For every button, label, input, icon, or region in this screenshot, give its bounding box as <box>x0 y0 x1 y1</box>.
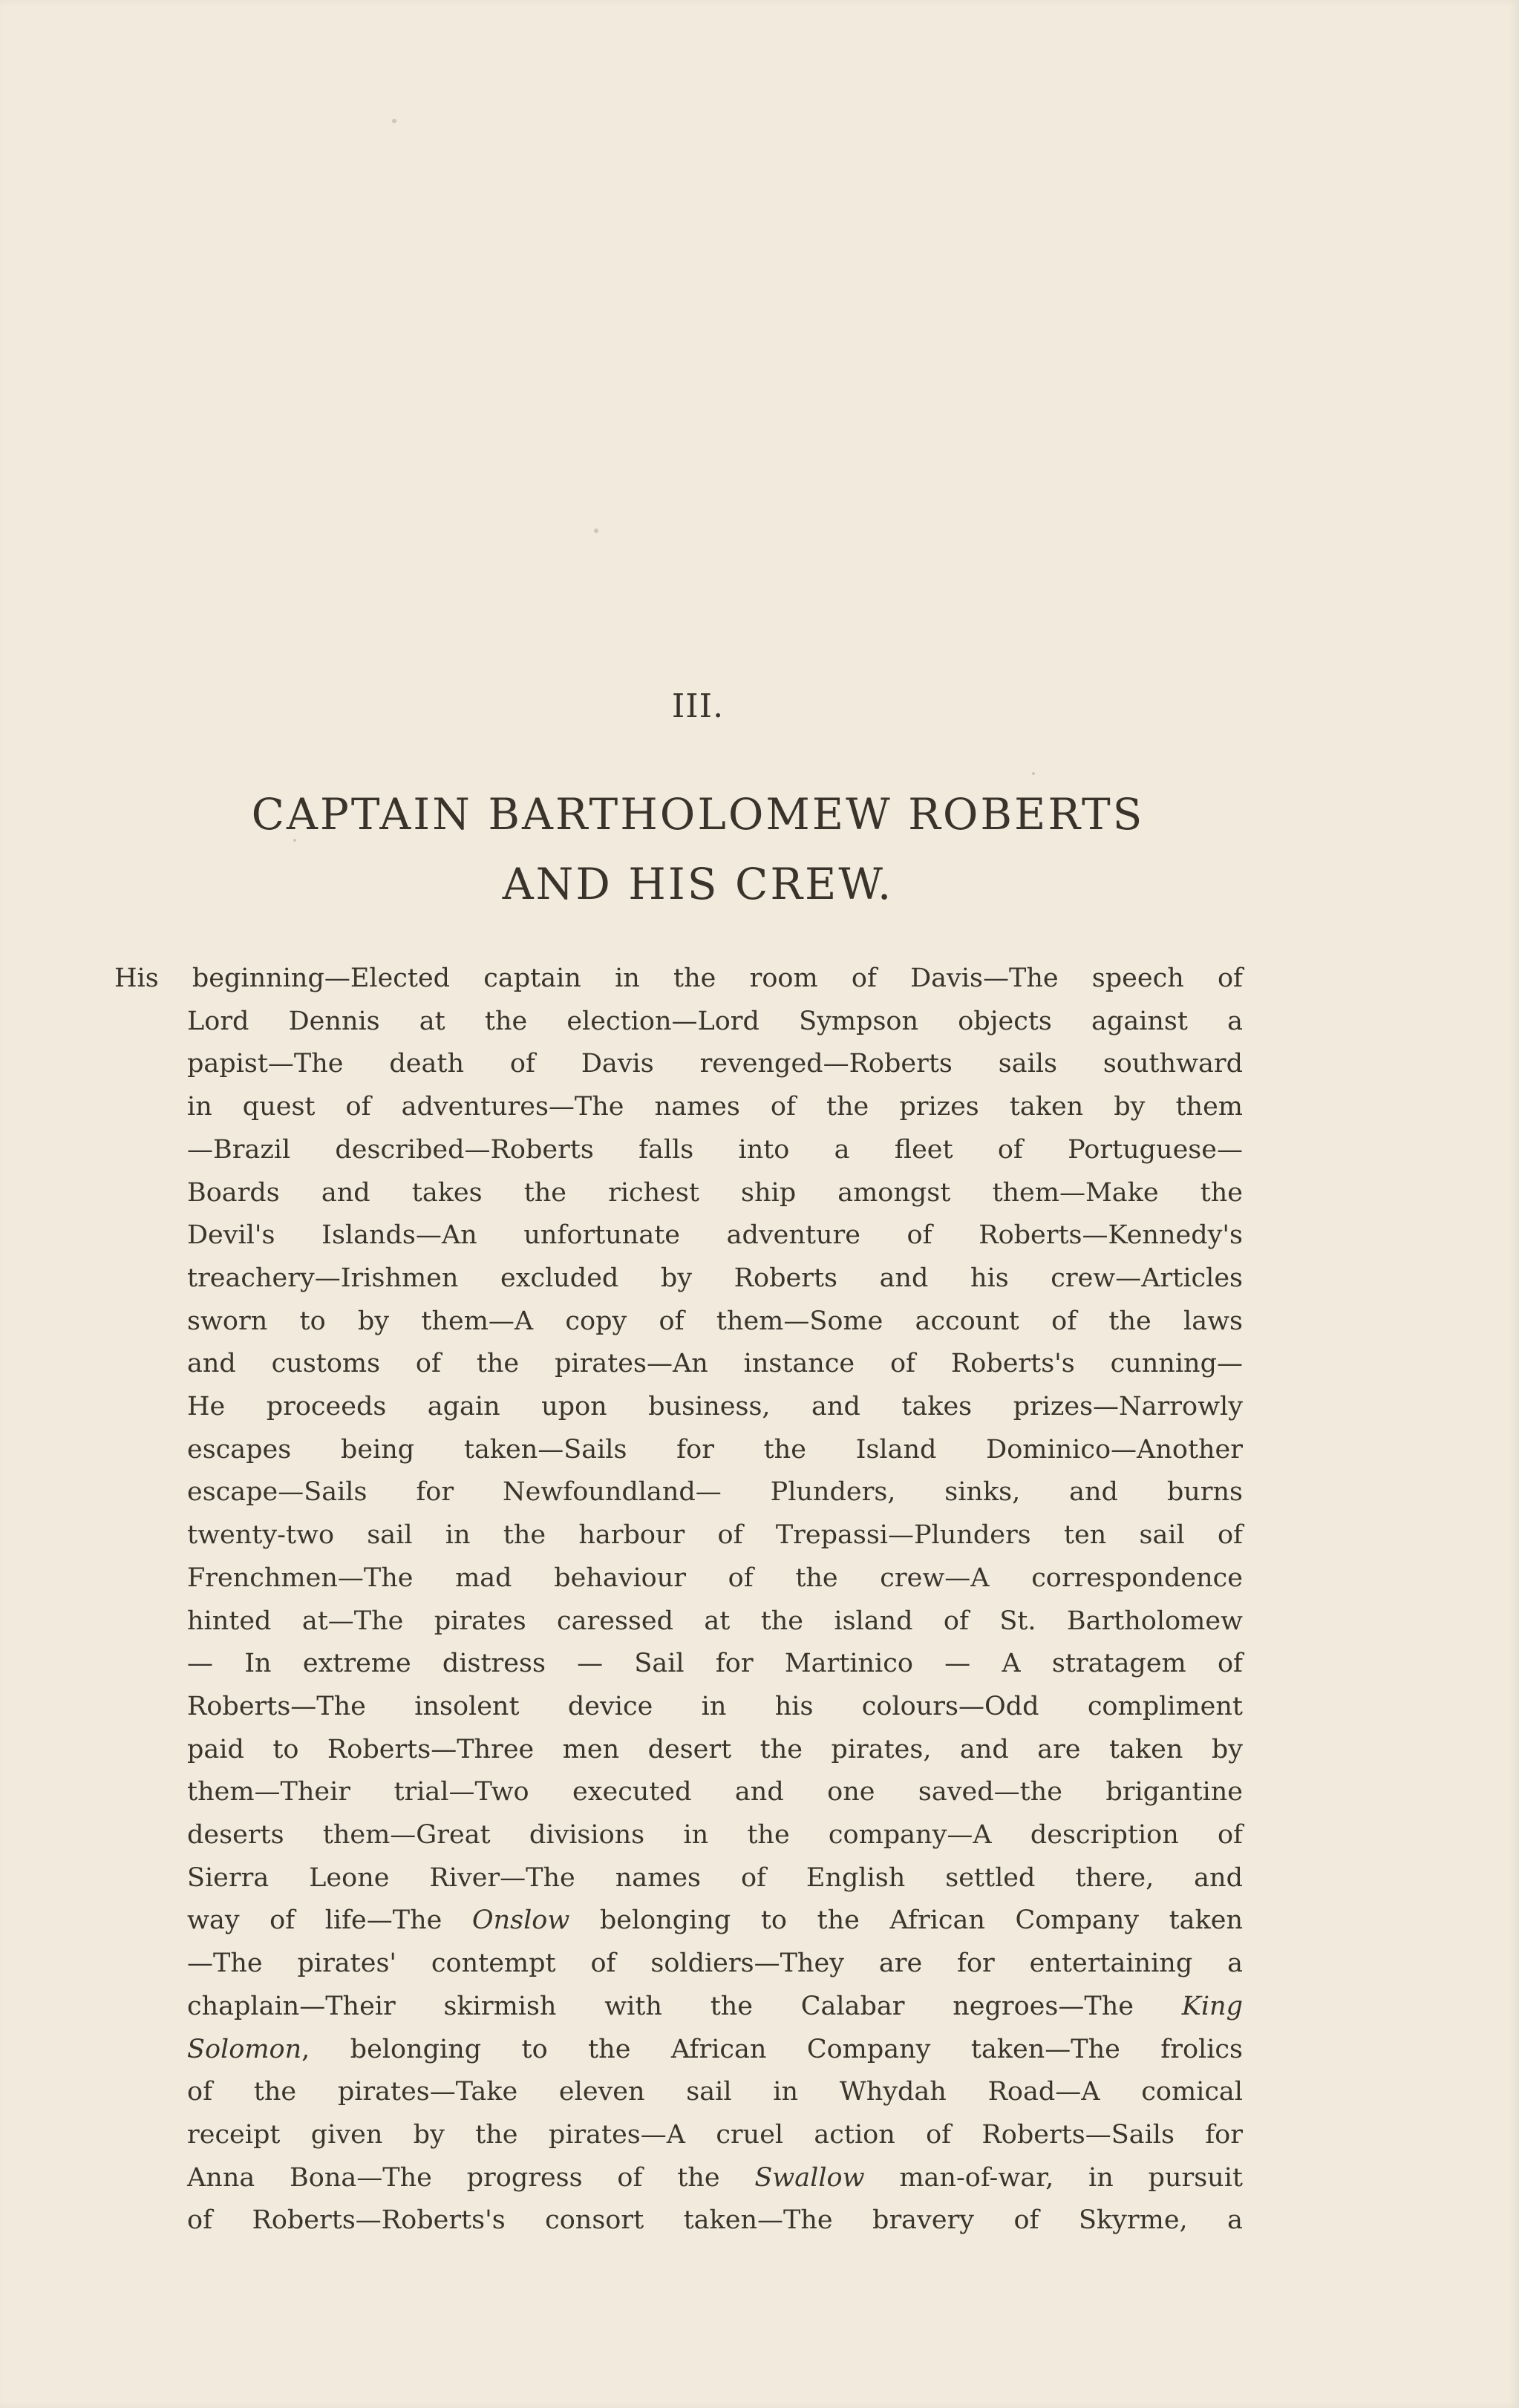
summary-line: —Brazil described—Roberts falls into a fleet of Portuguese— <box>187 1134 1243 1165</box>
summary-text: belonging to the African Company taken <box>569 1905 1244 1936</box>
summary-line: Lord Dennis at the election—Lord Sympson objects against a <box>187 1006 1243 1036</box>
paper-speck <box>392 119 396 123</box>
summary-line: escape—Sails for Newfoundland— Plunders, sinks, and burns <box>187 1477 1243 1508</box>
summary-text: , belonging to the African Company taken—The frolics <box>301 2034 1243 2064</box>
summary-line: His beginning—Elected captain in the room of Davis—The speech of <box>114 963 1243 993</box>
paper-speck <box>1032 772 1035 775</box>
summary-line: papist—The death of Davis revenged—Roberts sails southward <box>187 1049 1243 1079</box>
summary-line <box>187 2157 1243 2200</box>
summary-line: paid to Roberts—Three men desert the pirates, and are taken by <box>187 1734 1243 1764</box>
summary-text: Anna Bona—The progress of the <box>187 2162 755 2193</box>
summary-text: chaplain—Their skirmish with the Calabar negroes—The <box>187 1991 1182 2021</box>
summary-line: them—Their trial—Two executed and one saved—the brigantine <box>187 1777 1243 1807</box>
summary-line: receipt given by the pirates—A cruel action of Roberts—Sails for <box>187 2119 1243 2150</box>
summary-line: — In extreme distress — Sail for Martinico — A stratagem of <box>187 1649 1243 1679</box>
summary-line <box>187 1986 1243 2029</box>
chapter-title <box>0 779 1396 919</box>
chapter-summary <box>114 958 1243 2242</box>
chapter-title-line-1: CAPTAIN BARTHOLOMEW ROBERTS <box>251 789 1145 840</box>
summary-line: twenty-two sail in the harbour of Trepassi—Plunders ten sail of <box>187 1520 1243 1551</box>
summary-line: of Roberts—Roberts's consort taken—The bravery of Skyrme, a <box>187 2205 1243 2236</box>
summary-line: He proceeds again upon business, and takes prizes—Narrowly <box>187 1392 1243 1422</box>
summary-line <box>187 2029 1243 2072</box>
summary-line: hinted at—The pirates caressed at the island of St. Bartholomew <box>187 1606 1243 1636</box>
summary-line: in quest of adventures—The names of the prizes taken by them <box>187 1092 1243 1122</box>
summary-line: —The pirates' contempt of soldiers—They are for entertaining a <box>187 1949 1243 1979</box>
summary-line: treachery—Irishmen excluded by Roberts and his crew—Articles <box>187 1263 1243 1293</box>
ship-name: Onslow <box>471 1905 570 1936</box>
ship-name: Solomon <box>187 2034 302 2064</box>
paper-speck <box>594 529 598 533</box>
ship-name: Swallow <box>754 2162 865 2193</box>
summary-line: Sierra Leone River—The names of English settled there, and <box>187 1862 1243 1893</box>
summary-line: Frenchmen—The mad behaviour of the crew—A correspondence <box>187 1563 1243 1593</box>
summary-line: sworn to by them—A copy of them—Some account of the laws <box>187 1306 1243 1336</box>
summary-line: Roberts—The insolent device in his colours—Odd compliment <box>187 1691 1243 1721</box>
summary-line <box>187 1900 1243 1943</box>
summary-line: of the pirates—Take eleven sail in Whydah Road—A comical <box>187 2077 1243 2107</box>
summary-line: and customs of the pirates—An instance of Roberts's cunning— <box>187 1349 1243 1379</box>
ship-name: King <box>1181 1991 1243 2021</box>
summary-text: way of life—The <box>187 1905 472 1936</box>
chapter-title-line-2: AND HIS CREW. <box>502 859 894 909</box>
summary-line: Devil's Islands—An unfortunate adventure of Roberts—Kennedy's <box>187 1220 1243 1251</box>
summary-line: escapes being taken—Sails for the Island Dominico—Another <box>187 1434 1243 1465</box>
chapter-number: III. <box>671 687 725 725</box>
summary-text: man-of-war, in pursuit <box>864 2162 1243 2193</box>
summary-line: Boards and takes the richest ship amongst them—Make the <box>187 1177 1243 1208</box>
summary-line: deserts them—Great divisions in the company—A description of <box>187 1820 1243 1851</box>
